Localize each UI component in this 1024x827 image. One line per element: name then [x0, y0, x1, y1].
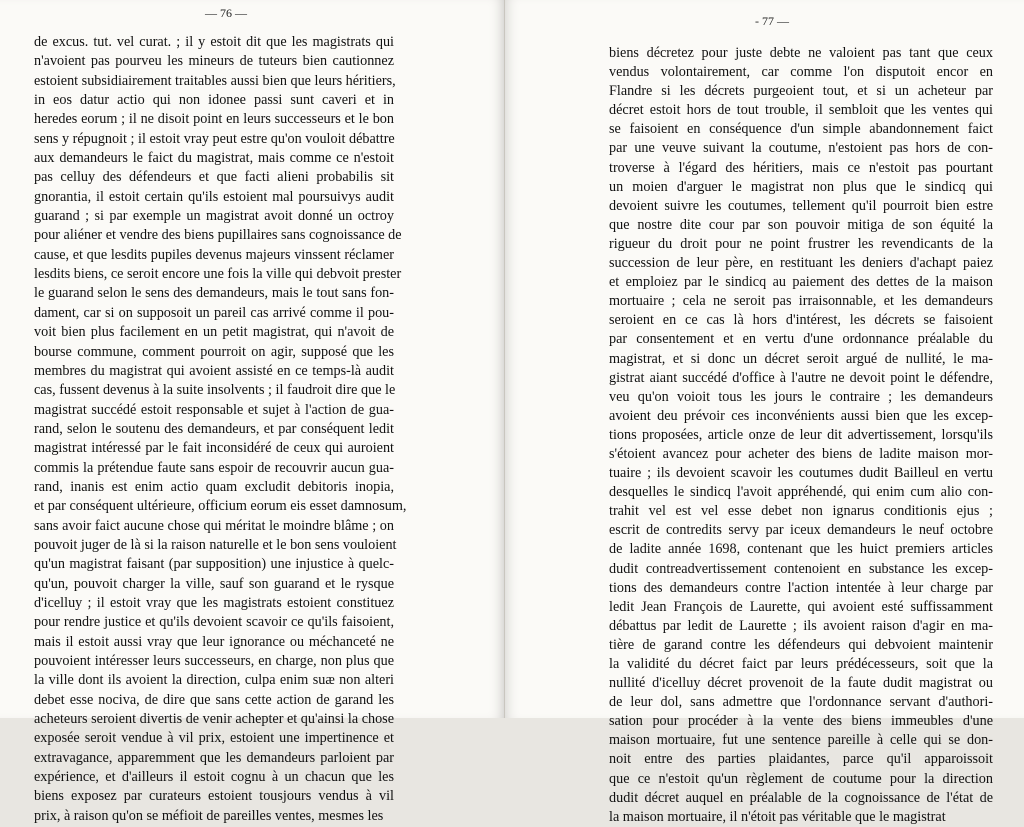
text-line: débattus par ledit de Laurette ; ils avoient raison d'agir en ma- — [609, 617, 993, 634]
text-line: pour aliéner et vendre des biens pupillaires sans cognoissance de — [34, 227, 402, 244]
text-line: se faisoient en conséquence d'un simple abandonnement faict — [609, 121, 993, 138]
text-line: mortuaire ; cela ne seroit pas irraisonnable, et les demandeurs — [609, 293, 993, 310]
text-line: dudit contreadvertissement contenoient en substance les excep- — [609, 560, 993, 577]
text-line: devoient suivre les coutumes, tellement qu'il pourroit bien estre — [609, 197, 993, 214]
text-line: lesdits biens, ce seroit encore une fois la ville qui debvoit prester — [34, 266, 402, 283]
text-line: sans avoir faict aucune chose qui méritat le moindre blâme ; on — [34, 517, 394, 534]
text-line: biens décretez pour juste debte ne valoient pas tant que ceux — [609, 45, 993, 61]
page-number-76: — 76 — — [205, 6, 247, 20]
text-line: qu'un, pouvoit charger la ville, sauf son guarand et le rysque — [34, 575, 394, 592]
text-line: d'icelluy ; il estoit vray que les magistrats estoient constituez — [34, 594, 394, 611]
text-line: gnorantia, il estoit certain qu'ils estoient mal poursuivys audit — [34, 188, 394, 205]
text-line: pas celluy des défendeurs et que facti alieni probabilis sit — [34, 169, 394, 186]
text-line: mais il estoit aussi vray que leur ignorance ou méchanceté ne — [34, 633, 394, 650]
text-line: de excus. tut. vel curat. ; il y estoit dit que les magistrats qui — [34, 34, 394, 50]
text-line: gistrat aiant succédé d'office à l'autre ne devoit point le défendre, — [609, 369, 993, 386]
text-line: rand, selon le soutenu des demandeurs, et par conséquent ledit — [34, 420, 394, 437]
text-line: seroient en ce cas là hors d'intérest, les décrets se faisoient — [609, 312, 993, 329]
text-line: que nostre dite cour par son pouvoir mitiga de son équité la — [609, 216, 993, 233]
text-line: que ce n'estoit qu'un règlement de coutume pour la direction — [609, 770, 993, 787]
text-line: commis la prétendue faute sans espoir de recouvrir aucun gua- — [34, 459, 394, 476]
text-line: bourse commune, comment pourroit on agir, supposé que les — [34, 343, 394, 360]
text-line: pour rendre justice et qu'ils devoient scavoir ce qu'ils faisoient, — [34, 614, 394, 631]
left-page — [0, 0, 505, 824]
text-line: succession de leur père, en restituant les deniers d'achapt paiez — [609, 255, 993, 272]
text-line: debet esse nociva, de dire que sans cette action de garand les — [34, 691, 394, 708]
text-line: avoient deu prévoir ces inconvénients aussi bien que les excep- — [609, 407, 993, 424]
text-line: s'étoient avancez pour acheter des biens de ladite maison mor- — [609, 445, 993, 462]
right-page-text — [609, 44, 993, 827]
text-line: par consentement et en vertu d'une ordonnance préalable du — [609, 331, 993, 348]
text-line: extravagance, apparemment que les demandeurs parloient par — [34, 749, 394, 766]
text-line: aux demandeurs le faict du magistrat, mais comme ce n'estoit — [34, 150, 394, 167]
text-line: décret estoit hors de tout trouble, il sembloit que les ventes qui — [609, 102, 993, 119]
text-line: maison mortuaire, fut une sentence pareille à celle qui se don- — [609, 732, 993, 749]
text-line: troverse à l'égard des héritiers, mais ce n'estoit pas pourtant — [609, 159, 993, 176]
text-line: estoient subsidiairement traitables aussi bien que leurs héritiers, — [34, 72, 396, 89]
text-line: magistrat intéressé par le fait inconsidéré de ceux qui auroient — [34, 440, 394, 457]
text-line: voit bien plus facilement en un petit magistrat, qui n'avoit de — [34, 324, 394, 341]
text-line: un moien d'arguer le magistrat non plus que le sindicq qui — [609, 178, 993, 195]
text-line: rigueur du droit pour ne point frustrer les revendicants de la — [609, 235, 993, 252]
left-page-text — [34, 33, 407, 826]
text-line: membres du magistrat qui avoient assisté en ce temps-là audit — [34, 362, 394, 379]
right-page — [505, 0, 1024, 825]
text-line: noit entre des parties plaidantes, parce qu'il apparoissoit — [609, 751, 993, 768]
text-line: la maison mortuaire, il n'étoit pas véritable que le magistrat — [609, 808, 946, 825]
text-line: pouvoit juger de là si la raison naturelle et le bon sens vouloient — [34, 536, 397, 553]
text-line: de ladite année 1698, contenant que les huict premiers articles — [609, 541, 993, 558]
text-line: trahit vel est vel esse debet non ignarus conditionis ejus ; — [609, 503, 993, 520]
text-line: tions des demandeurs contre l'action intentée à leur charge par — [609, 579, 993, 596]
text-line: rand, inanis est enim actio quam excludit debitoris inopia, — [34, 478, 394, 495]
text-line: Flandre si les décrets purgeoient tout, et si un acheteur par — [609, 83, 993, 100]
text-line: le guarand selon le sens des demandeurs, mais le tout sans fon- — [34, 285, 394, 302]
text-line: par une veuve suivant la coutume, n'estoient pas hors de con- — [609, 140, 993, 157]
text-line: de leur dol, sans admettre que l'ordonnance servant d'authori- — [609, 694, 993, 711]
text-line: et emploiez par le sindicq au paiement des dettes de la maison — [609, 274, 993, 291]
text-line: prix, à raison qu'on se méfioit de pareilles ventes, mesmes les — [34, 807, 384, 824]
text-line: la ville dont ils avoient la direction, culpa enim suæ non alteri — [34, 672, 394, 689]
text-line: sation pour procéder à la vente des biens immeubles d'une — [609, 713, 993, 730]
text-line: et par conséquent ultérieure, officium eorum eis esset damnosum, — [34, 498, 407, 515]
text-line: nullité d'icelluy décret provenoit de la faute dudit magistrat ou — [609, 675, 993, 692]
text-line: n'avoient pas pourveu les mineurs de tuteurs bien cautionnez — [34, 53, 394, 70]
page-number-77: - 77 — — [755, 14, 789, 28]
text-line: ledit Jean François de Laurette, qui avoient esté suffissamment — [609, 598, 993, 615]
text-line: vendus volontairement, car comme l'on disputoit encor en — [609, 64, 993, 81]
text-line: dudit décret auquel en préalable de la cognoissance de l'état de — [609, 789, 993, 806]
text-line: tière de garand contre les défendeurs qui debvoient maintenir — [609, 636, 993, 653]
text-line: dament, car si on supposoit un pareil cas arrivé comme il pou- — [34, 304, 394, 321]
text-line: magistrat succédé estoit responsable et sujet à l'action de gua- — [34, 401, 394, 418]
text-line: heredes eorum ; il ne disoit point en leurs successeurs et le bon — [34, 111, 394, 128]
text-line: qu'un magistrat faisant (par supposition) une injustice à quelc- — [34, 556, 394, 573]
text-line: tions proposées, article onze de leur dit advertissement, lorsqu'ils — [609, 426, 993, 443]
text-line: acheteurs seroient divertis de venir achepter et qu'ainsi la chose — [34, 711, 394, 728]
text-line: magistrat, et si donc un décret seroit argué de nullité, le ma- — [609, 350, 993, 367]
text-line: cause, et que lesdits pupiles devenus majeurs vinssent réclamer — [34, 246, 394, 263]
text-line: veu qu'on voioit tous les jours le contraire ; les demandeurs — [609, 388, 993, 405]
text-line: tuaire ; ils devoient scavoir les coutumes dudit Bailleul en vertu — [609, 465, 993, 482]
text-line: desquelles le sindicq l'avoit appréhendé, qui enim cum alio con- — [609, 484, 993, 501]
text-line: cas, fussent devenus à la suite insolvents ; il faudroit dire que le — [34, 382, 396, 399]
text-line: in eos datur actio qui non idonee passi sunt caveri et in — [34, 92, 394, 109]
text-line: escrit de contredits servy par iceux demandeurs le neuf octobre — [609, 522, 993, 539]
text-line: guarand ; si par exemple un magistrat avoit donné un octroy — [34, 208, 394, 225]
text-line: sens y répugnoit ; il estoit vray peut estre qu'on vouloit débattre — [34, 130, 395, 147]
text-line: pouvoient intéresser leurs successeurs, en charge, non plus que — [34, 653, 394, 669]
text-line: la validité du décret faict par leurs prédécesseurs, soit que la — [609, 656, 993, 672]
text-line: biens exposez par curateurs estoient tousjours vendus à vil — [34, 788, 394, 805]
text-line: expérience, et d'ailleurs il estoit cognu à un chacun que les — [34, 769, 394, 786]
text-line: exposée seroit vendue à vil prix, estoient une impertinence et — [34, 730, 394, 747]
